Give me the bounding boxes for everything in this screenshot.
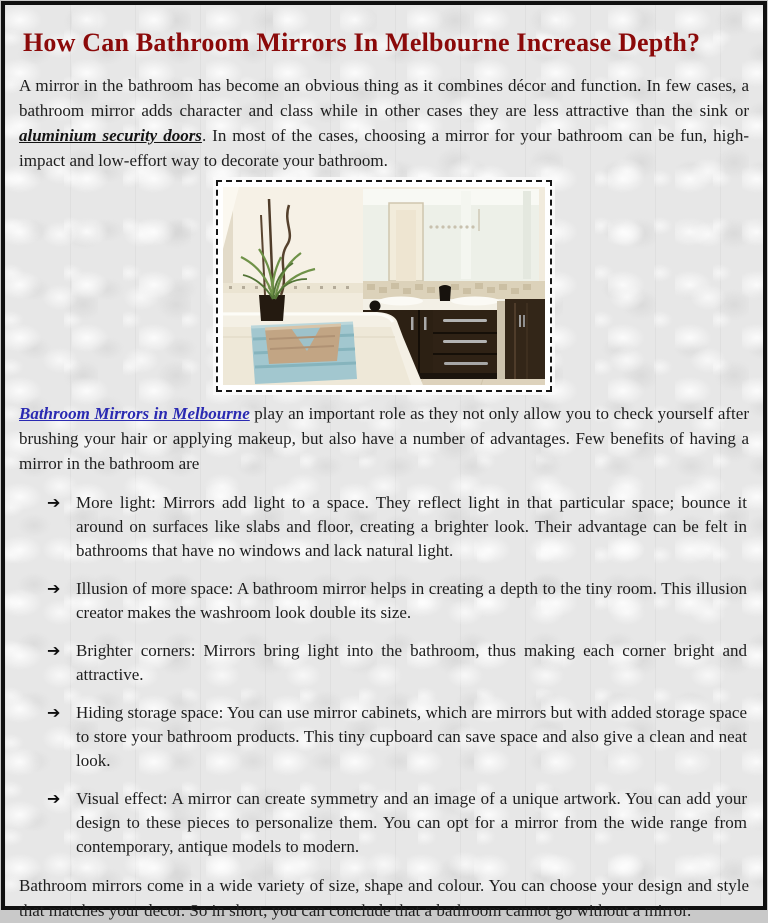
arrow-bullet-icon: ➔: [47, 493, 61, 512]
benefit-item-hiding-storage: [47, 701, 747, 773]
benefit-text: Brighter corners: Mirrors bring light into the bathroom, thus making each corner bright and attractive.: [76, 641, 747, 684]
page-title: How Can Bathroom Mirrors In Melbourne Increase Depth?: [23, 28, 701, 57]
intro-paragraph: [19, 73, 749, 173]
benefits-intro-text: play an important role as they not only allow you to check yourself after brushing your hair or applying makeup, but also have a number of advantages. Few benefits of having a mirror in the bathroom are: [19, 404, 749, 473]
intro-text-before: A mirror in the bathroom has become an obvious thing as it combines décor and function. In few cases, a bathroom mirror adds character and class while in other cases they are less attractive than the sink or: [19, 76, 749, 120]
benefit-text: Illusion of more space: A bathroom mirror helps in creating a depth to the tiny room. This illusion creator makes the washroom look double its size.: [76, 579, 747, 622]
bathroom-photo-frame: [216, 180, 552, 392]
benefit-text: Visual effect: A mirror can create symmetry and an image of a unique artwork. You can add your design to these pieces to personalize them. You can opt for a mirror from the wide range from contemporary, antique models to modern.: [76, 789, 747, 856]
intro-text-after: . In most of the cases, choosing a mirror for your bathroom can be fun, high-impact and low-effort way to decorate your bathroom.: [19, 126, 749, 170]
bathroom-photo: [223, 187, 545, 385]
document-page: [1, 1, 767, 920]
aluminium-security-doors-link[interactable]: aluminium security doors: [19, 126, 202, 145]
benefit-item-brighter-corners: [47, 639, 747, 687]
benefit-text: Hiding storage space: You can use mirror cabinets, which are mirrors but with added storage space to store your bathroom products. This tiny cupboard can save space and also give a clean and neat look.: [76, 703, 747, 770]
arrow-bullet-icon: ➔: [47, 703, 61, 722]
benefit-item-more-light: [47, 491, 747, 563]
benefit-text: More light: Mirrors add light to a space. They reflect light in that particular space; bounce it around on surfaces like slabs and floor, creating a brighter look. Their advantage can be felt in bathrooms that have no windows and lack natural light.: [76, 493, 747, 560]
benefits-intro-paragraph: [19, 401, 749, 476]
benefit-item-illusion-of-space: [47, 577, 747, 625]
closing-paragraph: Bathroom mirrors come in a wide variety of size, shape and colour. You can choose your design and style that matches your decor. So in short, you can conclude that a bathroom cannot go without a mirror.: [19, 876, 749, 920]
benefit-item-visual-effect: [47, 787, 747, 859]
arrow-bullet-icon: ➔: [47, 641, 61, 660]
arrow-bullet-icon: ➔: [47, 579, 61, 598]
arrow-bullet-icon: ➔: [47, 789, 61, 808]
bathroom-mirrors-melbourne-link[interactable]: Bathroom Mirrors in Melbourne: [19, 404, 250, 423]
benefits-list: [19, 491, 749, 859]
